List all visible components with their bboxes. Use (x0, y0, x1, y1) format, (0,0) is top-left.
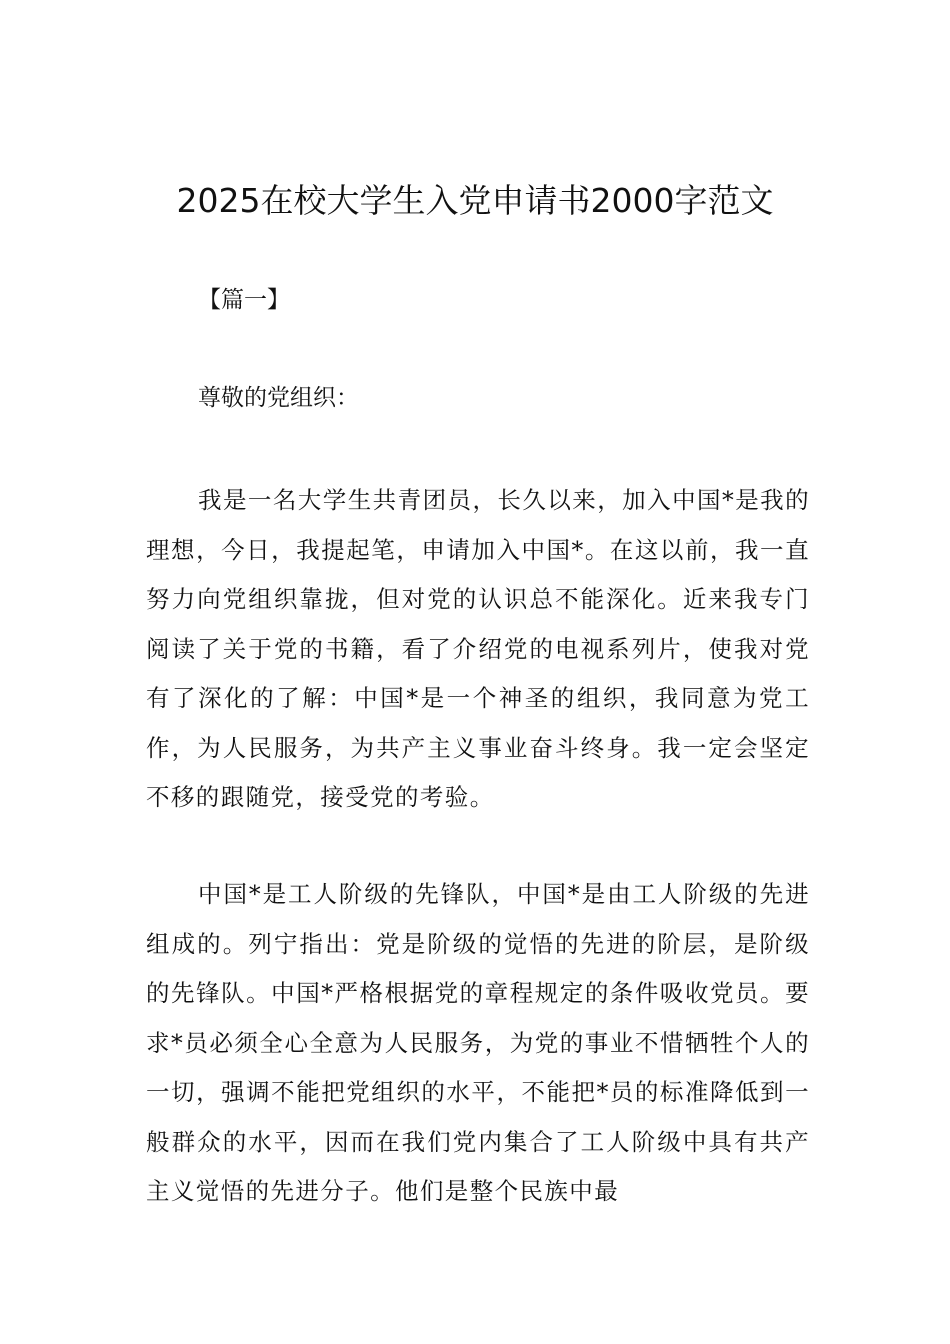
body-paragraph: 中国*是工人阶级的先锋队，中国*是由工人阶级的先进组成的。列宁指出：党是阶级的觉悟的先进的阶层，是阶级的先锋队。中国*严格根据党的章程规定的条件吸收党员。要求*员必须全心全意为人民服务，为党的事业不惜牺牲个人的一切，强调不能把党组织的水平，不能把*员的标准降低到一般群众的水平，因而在我们党内集合了工人阶级中具有共产主义觉悟的先进分子。他们是整个民族中最 (146, 880, 810, 1205)
document-title: 2025在校大学生入党申请书2000字范文 (176, 181, 774, 220)
body-paragraph: 我是一名大学生共青团员，长久以来，加入中国*是我的理想，今日，我提起笔，申请加入中国*。在这以前，我一直努力向党组织靠拢，但对党的认识总不能深化。近来我专门阅读了关于党的书籍，看了介绍党的电视系列片，使我对党有了深化的了解：中国*是一个神圣的组织，我同意为党工作，为人民服务，为共产主义事业奋斗终身。我一定会坚定不移的跟随党，接受党的考验。 (146, 486, 810, 811)
section-label: 【篇一】 (198, 287, 290, 313)
salutation: 尊敬的党组织： (198, 385, 359, 411)
